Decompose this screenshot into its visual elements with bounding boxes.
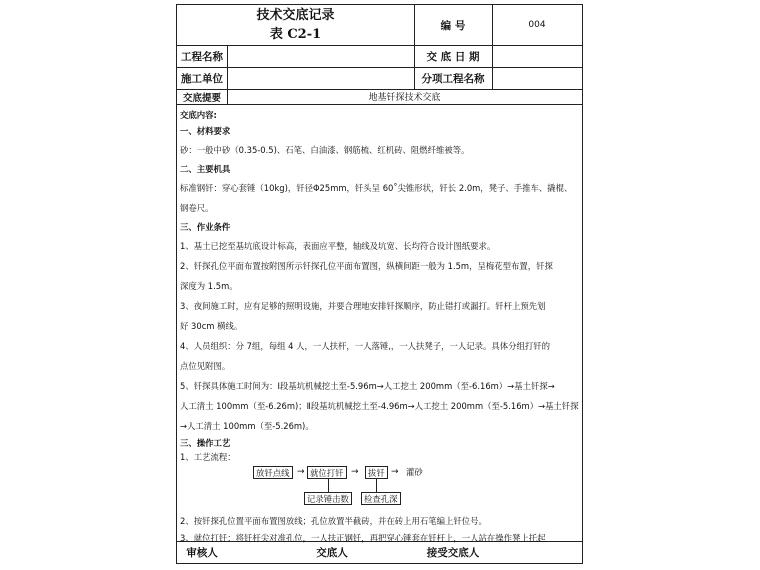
rule xyxy=(177,89,582,90)
section-3-item3a: 3、夜间施工时，应有足够的照明设施，并要合理地安排钎探顺序，防止错打或漏打。钎杆上预先划 xyxy=(180,300,546,311)
date-label: 交 底 日 期 xyxy=(426,50,480,63)
flow-arrow-icon: → xyxy=(297,467,305,477)
flow-step-fill-sand[interactable]: 灌砂 xyxy=(406,467,423,477)
section-3-item3b: 好 30cm 横线。 xyxy=(180,320,243,331)
section-3-item5a: 5、钎探具体施工时间为：Ⅰ段基坑机械挖土至-5.96m→人工挖土 200mm（至-6.16m）→基土钎探→ xyxy=(180,380,555,391)
rule xyxy=(177,67,582,68)
receiver-label: 接受交底人 xyxy=(426,546,480,559)
form-title-line2: 表 C2-1 xyxy=(269,27,322,42)
section-3-item5c: →人工清土 100mm（至-5.26m)。 xyxy=(180,420,314,431)
section-3-title: 三、作业条件 xyxy=(180,221,231,232)
rule xyxy=(177,45,582,46)
content-heading: 交底内容: xyxy=(180,109,217,120)
flow-step-pull-rod: 拔钎 xyxy=(365,466,388,479)
section-3-item1: 1、基土已挖至基坑底设计标高，表面应平整，轴线及坑宽、长均符合设计图纸要求。 xyxy=(180,240,496,251)
section-4-title: 三、操作工艺 xyxy=(180,437,231,448)
subproject-label: 分项工程名称 xyxy=(421,72,485,85)
section-3-item4a: 4、人员组织：分 7组，每组 4 人，一人扶杆，一人落锤,，一人扶凳子，一人记录。具体分组打钎的 xyxy=(180,340,551,351)
section-2-line2: 钢卷尺。 xyxy=(180,202,214,213)
project-name-label: 工程名称 xyxy=(181,50,223,63)
rule xyxy=(227,45,228,104)
receiver-signature[interactable] xyxy=(492,541,582,563)
flow-step-position-drive: 就位打钎 xyxy=(307,466,347,479)
flow-arrow-icon: → xyxy=(351,467,359,477)
flow-connector xyxy=(328,479,329,492)
rule xyxy=(414,5,415,89)
section-3-item2b: 深度为 1.5m。 xyxy=(180,280,238,291)
flow-arrow-icon: → xyxy=(391,467,399,477)
section-2-title: 二、主要机具 xyxy=(180,163,231,174)
flow-sub-record-blows: 记录锤击数 xyxy=(304,492,352,505)
form-title xyxy=(177,5,414,45)
rule xyxy=(177,104,582,105)
discloser-signature[interactable] xyxy=(362,541,414,563)
contractor-value[interactable] xyxy=(227,67,414,89)
summary-label: 交底提要 xyxy=(182,92,221,104)
section-2-line1: 标准钢钎：穿心套锤（10kg)，钎径Φ25mm，钎头呈 60˚尖锥形状，钎长 2.0m，凳子、手推车、撬棍、 xyxy=(180,182,573,193)
section-4-subtitle: 1、工艺流程： xyxy=(180,451,236,462)
process-flow-diagram xyxy=(180,464,579,513)
discloser-label: 交底人 xyxy=(316,546,348,559)
contractor-label: 施工单位 xyxy=(181,72,223,85)
disclosure-content xyxy=(180,108,579,547)
number-label: 编 号 xyxy=(440,19,466,32)
flow-connector xyxy=(376,479,377,492)
project-name-value[interactable] xyxy=(227,45,414,67)
section-4-item2: 2、按钎探孔位置平面布置图放线；孔位放置半截砖，并在砖上用石笔编上钎位号。 xyxy=(180,516,487,527)
section-3-item5b: 人工清土 100mm（至-6.26m)；Ⅱ段基坑机械挖土至-4.96m→人工挖土 200mm（至-5.16m）→基土钎探 xyxy=(180,400,579,411)
form-title-line1: 技术交底记录 xyxy=(256,8,335,23)
section-4-item3: 3、就位打钎：将钎杆尖对准孔位，一人扶正钢钎，再把穿心锤套在钎杆上，一人站在操作凳上托起 xyxy=(180,533,546,544)
summary-value: 地基钎探技术交底 xyxy=(368,93,441,103)
flow-step-place-points: 放钎点线 xyxy=(253,466,293,479)
date-value[interactable] xyxy=(492,45,582,67)
section-3-item4b: 点位见附图。 xyxy=(180,360,231,371)
reviewer-label: 审核人 xyxy=(186,546,218,559)
rule xyxy=(492,5,493,89)
section-3-item2a: 2、钎探孔位平面布置按附图所示钎探孔位平面布置图，纵横间距一般为 1.5m，呈梅花型布置，钎探 xyxy=(180,260,553,271)
reviewer-signature[interactable] xyxy=(227,541,302,563)
section-1-title: 一、材料要求 xyxy=(180,125,231,136)
subproject-value[interactable] xyxy=(492,67,582,89)
flow-sub-check-depth: 检查孔深 xyxy=(361,492,401,505)
number-value: 004 xyxy=(528,20,546,30)
section-1-text: 砂：一般中砂（0.35-0.5)、石笔、白油漆、钢筋梳、红机砖、阻燃纤维被等。 xyxy=(180,144,470,155)
technical-disclosure-form xyxy=(176,4,583,564)
